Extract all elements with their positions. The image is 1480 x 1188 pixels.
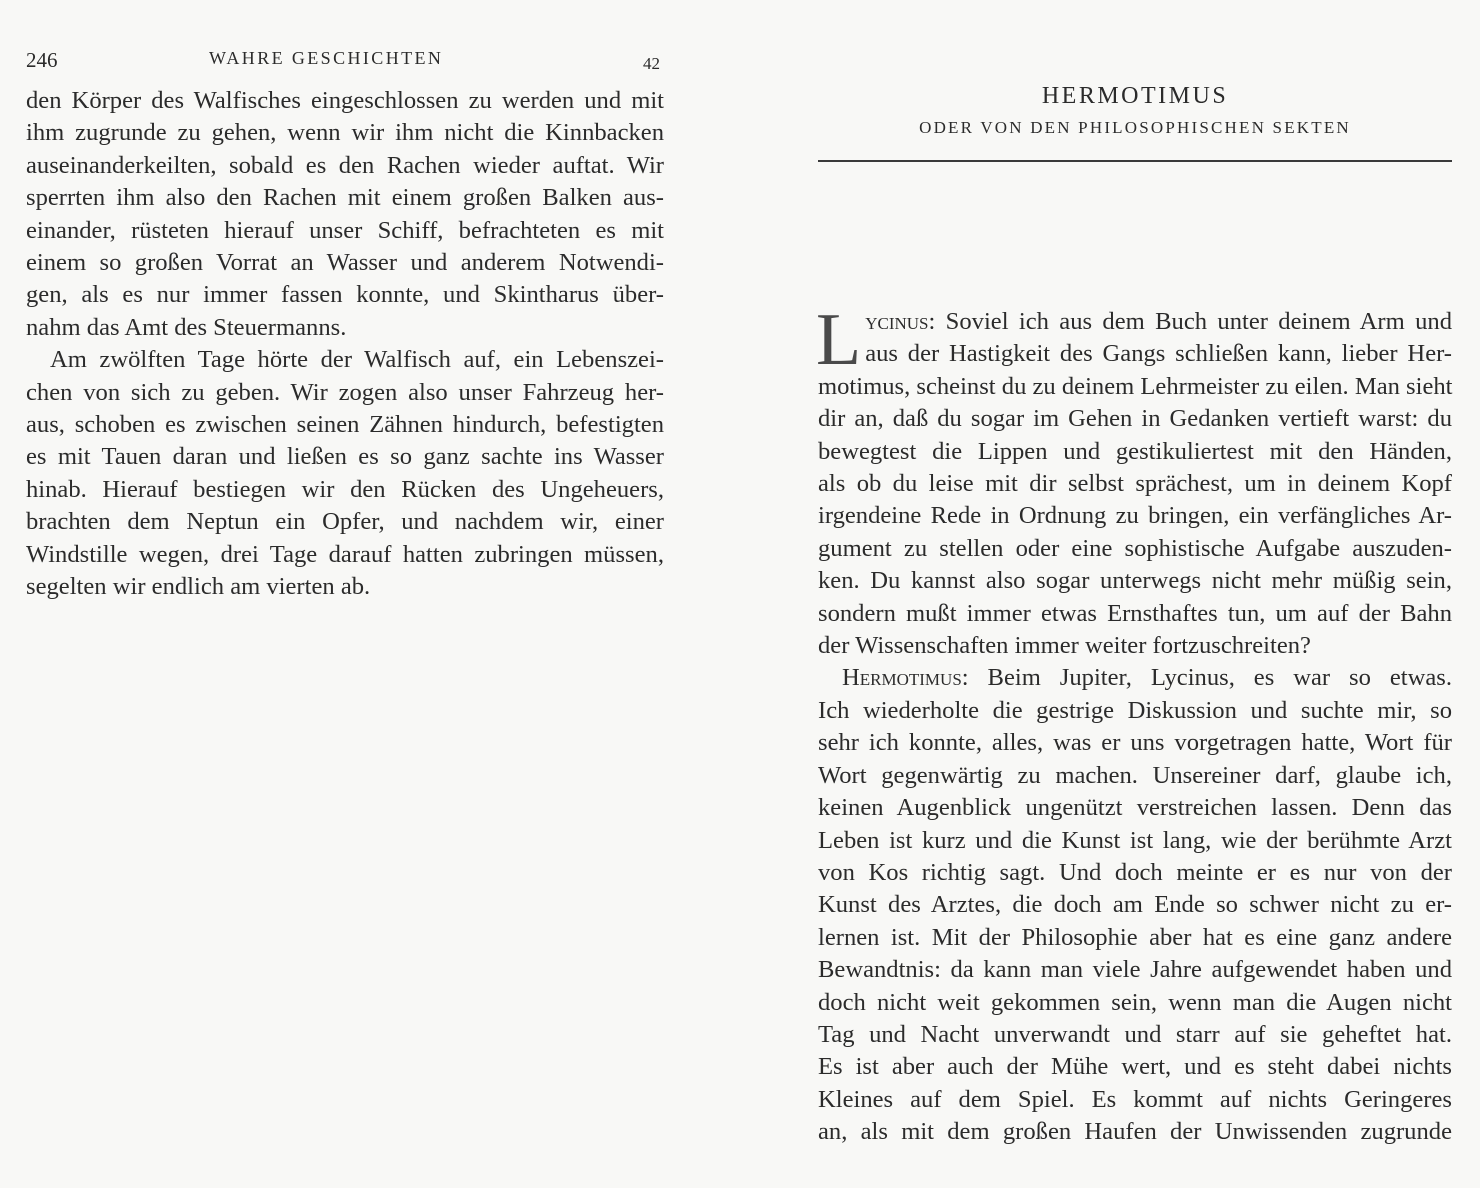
text-line: sondern mußt immer etwas Ernsthaftes tun, um auf der Bahn bbox=[818, 599, 1452, 627]
text-fragment: : Beim Jupiter, Lycinus, es war so etwas. bbox=[961, 664, 1452, 692]
text-line: einem so großen Vorrat an Wasser und anderem Notwendi- bbox=[26, 249, 664, 277]
text-line: dir an, daß du sogar im Gehen in Gedanken vertieft warst: du bbox=[818, 405, 1452, 433]
text-fragment: : Soviel ich aus dem Buch unter deinem Arm und bbox=[928, 308, 1452, 335]
chapter-subtitle: ODER VON DEN PHILOSOPHISCHEN SEKTEN bbox=[919, 118, 1351, 137]
text-line: an, als mit dem großen Haufen der Unwissenden zugrunde bbox=[818, 1118, 1452, 1146]
running-head bbox=[26, 46, 664, 76]
chapter-divider bbox=[818, 160, 1452, 162]
text-line: Windstille wegen, drei Tage darauf hatten zubringen müssen, bbox=[26, 540, 664, 568]
text-line: bewegtest die Lippen und gestikuliertest mit den Händen, bbox=[818, 437, 1452, 465]
text-line: einander, rüsteten hierauf unser Schiff, befrachteten es mit bbox=[26, 216, 664, 244]
text-line: Ich wiederholte die gestrige Diskussion und suchte mir, so bbox=[818, 696, 1452, 724]
text-line: hinab. Hierauf bestiegen wir den Rücken des Ungeheuers, bbox=[26, 475, 664, 503]
text-line: nahm das Amt des Steuermanns. bbox=[26, 313, 347, 341]
text-line: Kunst des Arztes, die doch am Ende so schwer nicht zu er- bbox=[818, 891, 1452, 919]
running-title: WAHRE GESCHICHTEN bbox=[209, 48, 444, 68]
text-line: aus der Hastigkeit des Gangs schließen kann, lieber Her- bbox=[865, 340, 1452, 368]
text-line: auseinanderkeilten, sobald es den Rachen wieder auftat. Wir bbox=[26, 151, 664, 179]
text-line: ken. Du kannst also sogar unterwegs nicht mehr müßig sein, bbox=[818, 567, 1452, 595]
paragraph bbox=[818, 662, 1452, 1148]
text-line: keinen Augenblick ungenützt verstreichen lassen. Denn das bbox=[818, 794, 1452, 822]
text-line: ihm zugrunde zu gehen, wenn wir ihm nicht die Kinnbacken bbox=[26, 119, 664, 147]
text-line: sperrten ihm also den Rachen mit einem großen Balken aus- bbox=[26, 184, 664, 212]
text-line: Am zwölften Tage hörte der Walfisch auf, ein Lebenszei- bbox=[50, 346, 664, 374]
text-line: es mit Tauen daran und ließen es so ganz sachte ins Wasser bbox=[26, 443, 664, 471]
text-line: sehr ich konnte, alles, was er uns vorgetragen hatte, Wort für bbox=[818, 729, 1452, 757]
text-line: den Körper des Walfisches eingeschlossen zu werden und mit bbox=[26, 87, 664, 114]
text-line: chen von sich zu geben. Wir zogen also unser Fahrzeug her- bbox=[26, 378, 664, 406]
text-line: von Kos richtig sagt. Und doch meinte er es nur von der bbox=[818, 858, 1452, 886]
text-line bbox=[818, 306, 1452, 338]
text-line: Bewandtnis: da kann man viele Jahre aufgewendet haben und bbox=[818, 956, 1452, 984]
text-line: aus, schoben es zwischen seinen Zähnen hindurch, befestigten bbox=[26, 411, 664, 439]
text-line: Tag und Nacht unverwandt und starr auf sie geheftet hat. bbox=[818, 1020, 1452, 1048]
paragraph bbox=[816, 299, 1453, 662]
text-line: als ob du leise mit dir selbst sprächest, um in deinem Kopf bbox=[818, 470, 1452, 498]
speaker-name: Hermotimus bbox=[842, 664, 962, 692]
text-line: gument zu stellen oder eine sophistische Aufgabe auszuden- bbox=[818, 534, 1452, 562]
text-line: der Wissenschaften immer weiter fortzuschreiten? bbox=[818, 632, 1311, 660]
left-body-text bbox=[26, 85, 664, 604]
paragraph bbox=[26, 344, 664, 603]
text-line: doch nicht weit gekommen sein, wenn man die Augen nicht bbox=[818, 988, 1452, 1016]
text-line: Kleines auf dem Spiel. Es kommt auf nichts Geringeres bbox=[818, 1085, 1452, 1113]
text-line bbox=[818, 662, 1452, 694]
page-number: 246 bbox=[26, 48, 58, 72]
text-line: motimus, scheinst du zu deinem Lehrmeister zu eilen. Man sieht bbox=[818, 372, 1453, 400]
text-line: lernen ist. Mit der Philosophie aber hat es eine ganz andere bbox=[818, 923, 1452, 951]
text-line: Es ist aber auch der Mühe wert, und es steht dabei nichts bbox=[818, 1053, 1452, 1081]
paragraph bbox=[26, 85, 664, 344]
text-line: gen, als es nur immer fassen konnte, und Skintharus über- bbox=[26, 281, 664, 309]
text-line: brachten dem Neptun ein Opfer, und nachdem wir, einer bbox=[26, 508, 664, 536]
text-line: Leben ist kurz und die Kunst ist lang, wie der berühmte Arzt bbox=[818, 826, 1452, 854]
text-line: Wort gegenwärtig zu machen. Unsereiner darf, glaube ich, bbox=[818, 761, 1452, 789]
text-line: segelten wir endlich am vierten ab. bbox=[26, 573, 371, 601]
section-number: 42 bbox=[643, 54, 660, 73]
text-line: irgendeine Rede in Ordnung zu bringen, ein verfängliches Ar- bbox=[818, 502, 1452, 530]
drop-cap: L bbox=[816, 299, 862, 381]
right-body-text bbox=[816, 299, 1453, 1149]
chapter-title: HERMOTIMUS bbox=[1041, 83, 1229, 109]
speaker-name: ycinus bbox=[865, 308, 929, 335]
